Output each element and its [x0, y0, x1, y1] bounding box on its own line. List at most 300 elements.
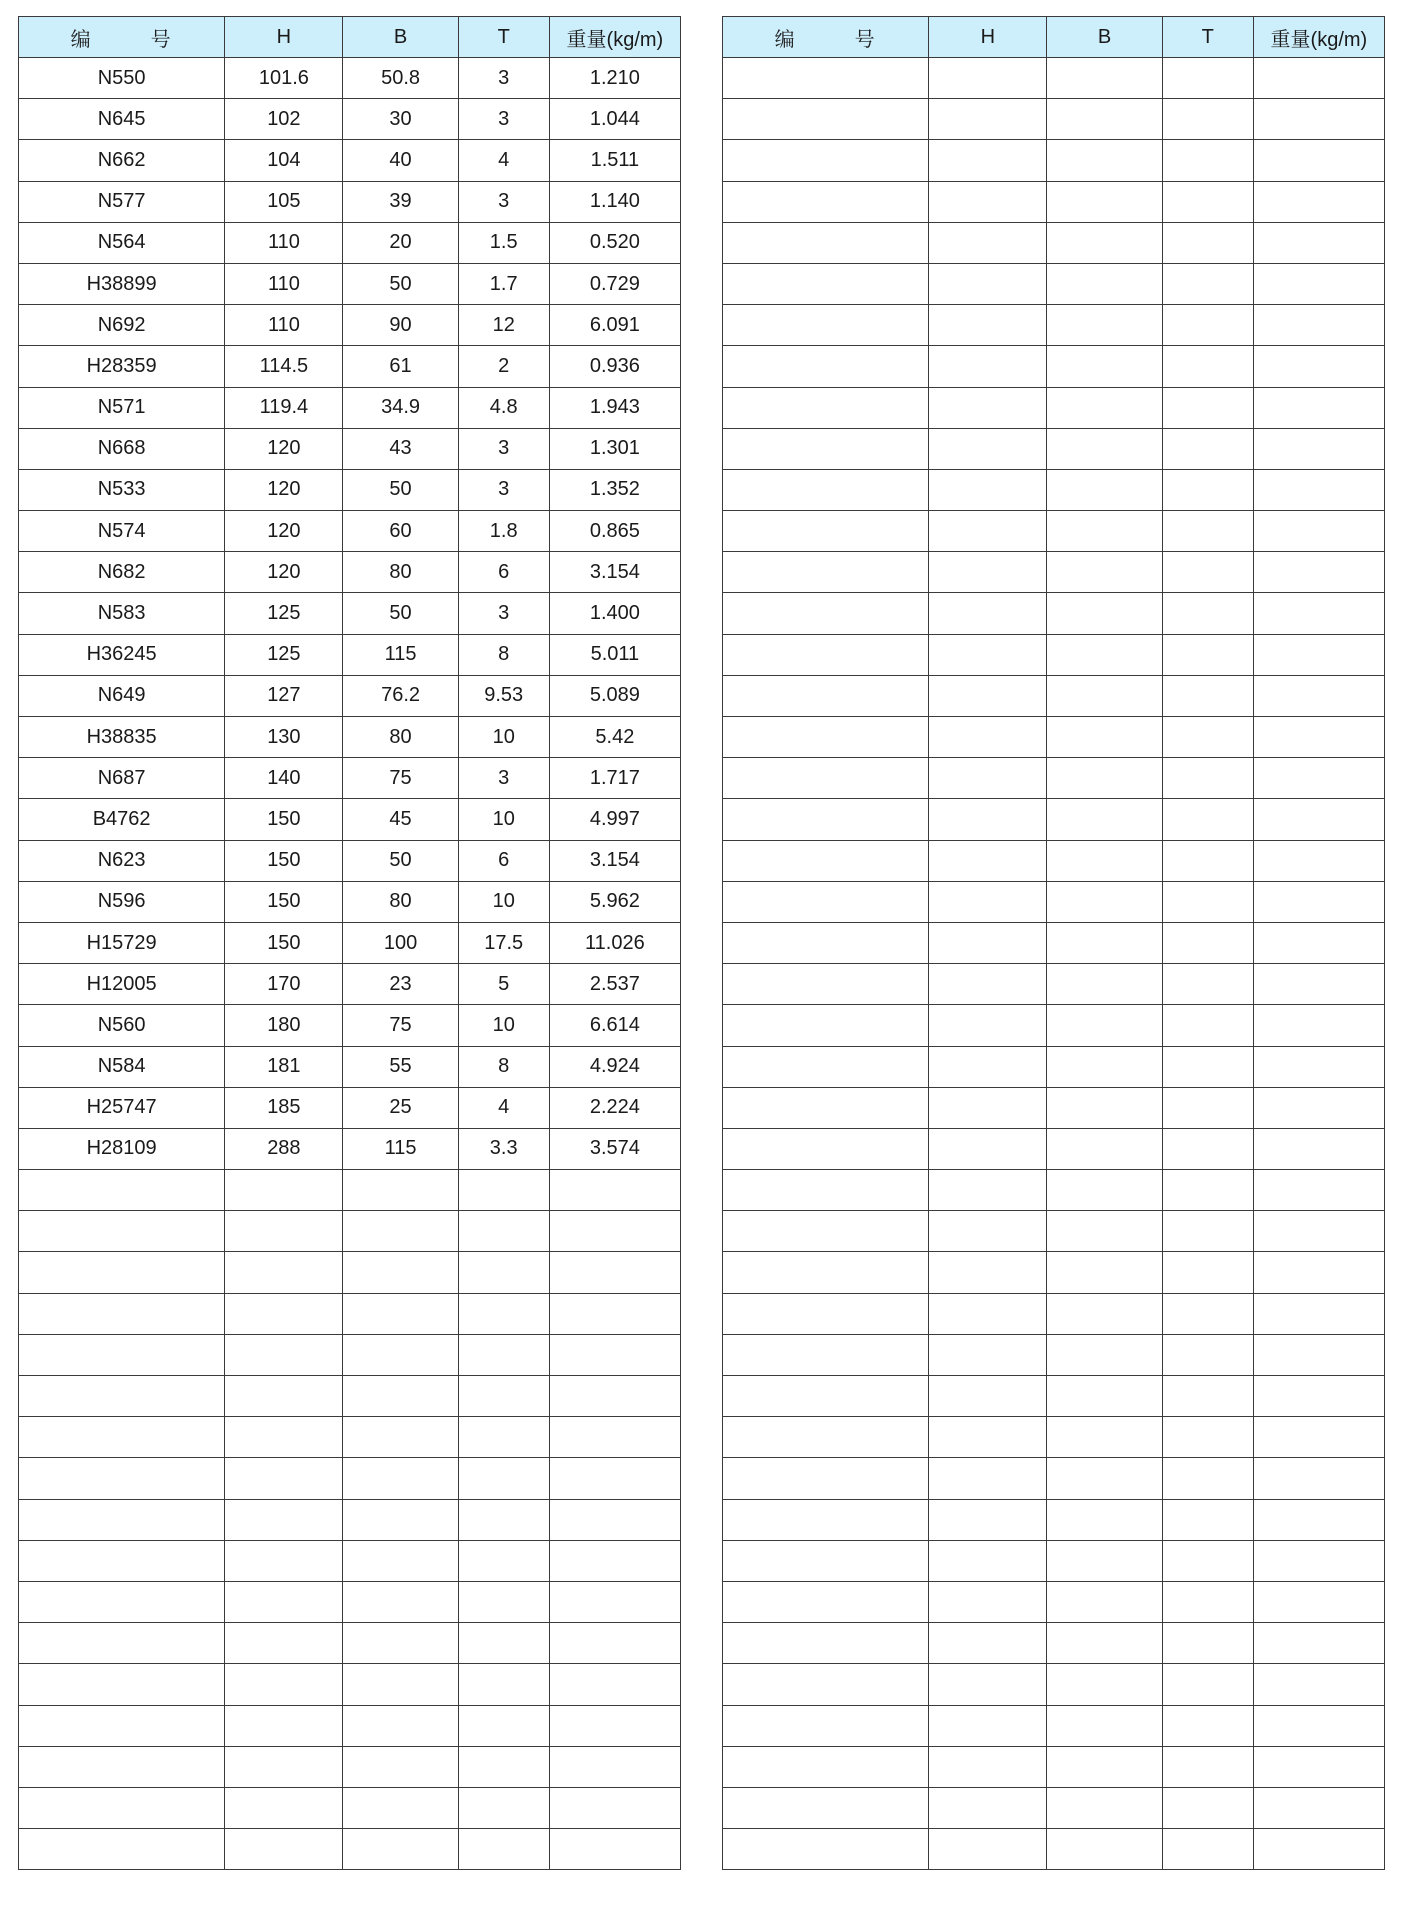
cell-h [929, 881, 1047, 922]
cell-h: 127 [225, 675, 343, 716]
cell-t: 4 [458, 140, 549, 181]
cell-b [1047, 511, 1162, 552]
cell-h [929, 469, 1047, 510]
table-row [723, 181, 1385, 222]
cell-weight [1253, 552, 1384, 593]
cell-weight [549, 1581, 680, 1622]
cell-h [225, 1458, 343, 1499]
cell-t [458, 1581, 549, 1622]
cell-h [929, 840, 1047, 881]
cell-weight: 4.997 [549, 799, 680, 840]
table-row [723, 1211, 1385, 1252]
table-row [723, 511, 1385, 552]
cell-t: 3 [458, 99, 549, 140]
cell-code [723, 346, 929, 387]
cell-code [19, 1664, 225, 1705]
cell-t [1162, 428, 1253, 469]
table-row [723, 1540, 1385, 1581]
cell-t: 4.8 [458, 387, 549, 428]
cell-h: 125 [225, 593, 343, 634]
cell-h [929, 511, 1047, 552]
table-row [723, 634, 1385, 675]
cell-t [1162, 1623, 1253, 1664]
table-row [723, 1252, 1385, 1293]
cell-weight [1253, 1499, 1384, 1540]
cell-code [723, 1540, 929, 1581]
cell-code [723, 222, 929, 263]
cell-weight: 3.154 [549, 840, 680, 881]
column-header-weight: 重量(kg/m) [549, 17, 680, 58]
cell-h [929, 1087, 1047, 1128]
table-row [723, 305, 1385, 346]
cell-weight [1253, 1087, 1384, 1128]
cell-code [723, 181, 929, 222]
cell-code: N583 [19, 593, 225, 634]
cell-weight [1253, 840, 1384, 881]
cell-weight [1253, 799, 1384, 840]
cell-code: N577 [19, 181, 225, 222]
cell-h [225, 1664, 343, 1705]
table-row [723, 922, 1385, 963]
table-row [19, 922, 681, 963]
table-row [19, 1581, 681, 1622]
cell-t: 17.5 [458, 922, 549, 963]
header-row [19, 17, 681, 58]
cell-b [1047, 634, 1162, 675]
cell-h [225, 1376, 343, 1417]
cell-h [929, 1499, 1047, 1540]
cell-weight [1253, 1211, 1384, 1252]
cell-code [19, 1334, 225, 1375]
table-row [19, 1499, 681, 1540]
cell-code [723, 1623, 929, 1664]
cell-code [723, 758, 929, 799]
cell-code: H12005 [19, 964, 225, 1005]
cell-weight: 6.091 [549, 305, 680, 346]
column-header-b: B [1047, 17, 1162, 58]
table-row [723, 1005, 1385, 1046]
cell-weight [1253, 1458, 1384, 1499]
cell-t [1162, 1787, 1253, 1828]
cell-weight: 1.717 [549, 758, 680, 799]
cell-weight [1253, 1623, 1384, 1664]
cell-weight [1253, 1829, 1384, 1870]
cell-h: 120 [225, 428, 343, 469]
cell-t [1162, 387, 1253, 428]
cell-weight [549, 1170, 680, 1211]
cell-code [723, 634, 929, 675]
cell-t: 6 [458, 840, 549, 881]
cell-t: 12 [458, 305, 549, 346]
cell-h: 110 [225, 222, 343, 263]
cell-h [929, 140, 1047, 181]
table-row [723, 1623, 1385, 1664]
cell-weight [1253, 1540, 1384, 1581]
cell-weight [1253, 1417, 1384, 1458]
table-row [723, 675, 1385, 716]
cell-b [1047, 1128, 1162, 1169]
cell-t [1162, 222, 1253, 263]
cell-t: 3 [458, 593, 549, 634]
cell-h [225, 1581, 343, 1622]
cell-h [929, 1005, 1047, 1046]
table-body-left [19, 58, 681, 1870]
column-header-h: H [225, 17, 343, 58]
cell-h: 150 [225, 922, 343, 963]
cell-b [1047, 593, 1162, 634]
cell-weight: 2.537 [549, 964, 680, 1005]
cell-h: 110 [225, 263, 343, 304]
cell-h: 170 [225, 964, 343, 1005]
cell-b [1047, 1664, 1162, 1705]
cell-h [225, 1334, 343, 1375]
cell-h [929, 922, 1047, 963]
cell-b [343, 1581, 458, 1622]
cell-t [1162, 99, 1253, 140]
cell-b [343, 1252, 458, 1293]
cell-code [723, 1705, 929, 1746]
cell-t [1162, 717, 1253, 758]
cell-t [1162, 263, 1253, 304]
table-row [19, 1046, 681, 1087]
table-row [19, 1252, 681, 1293]
table-row [19, 1705, 681, 1746]
cell-t: 4 [458, 1087, 549, 1128]
cell-code [723, 1087, 929, 1128]
cell-h [225, 1211, 343, 1252]
cell-b [1047, 717, 1162, 758]
cell-t: 9.53 [458, 675, 549, 716]
column-header-code [723, 17, 929, 58]
cell-code [723, 1334, 929, 1375]
cell-code [19, 1252, 225, 1293]
cell-h [225, 1623, 343, 1664]
cell-b [1047, 552, 1162, 593]
table-row [19, 469, 681, 510]
cell-code: H36245 [19, 634, 225, 675]
table-row [19, 964, 681, 1005]
cell-weight: 1.400 [549, 593, 680, 634]
cell-b [1047, 305, 1162, 346]
code-header-char-2: 号 [854, 28, 877, 51]
cell-weight: 1.301 [549, 428, 680, 469]
cell-t [1162, 1581, 1253, 1622]
cell-code: H38835 [19, 717, 225, 758]
cell-h [929, 1458, 1047, 1499]
table-row [723, 346, 1385, 387]
cell-h: 101.6 [225, 58, 343, 99]
cell-weight [549, 1664, 680, 1705]
cell-weight [1253, 758, 1384, 799]
column-header-weight: 重量(kg/m) [1253, 17, 1384, 58]
table-row [19, 1334, 681, 1375]
cell-code [723, 881, 929, 922]
cell-code: N662 [19, 140, 225, 181]
table-row [723, 1128, 1385, 1169]
cell-weight: 5.962 [549, 881, 680, 922]
cell-code [723, 511, 929, 552]
cell-code: N550 [19, 58, 225, 99]
cell-t: 10 [458, 881, 549, 922]
cell-code [723, 964, 929, 1005]
cell-h [929, 675, 1047, 716]
cell-code: N692 [19, 305, 225, 346]
cell-code [19, 1540, 225, 1581]
cell-weight [1253, 511, 1384, 552]
cell-weight [1253, 1746, 1384, 1787]
table-row [723, 593, 1385, 634]
cell-h [929, 1376, 1047, 1417]
cell-b: 115 [343, 634, 458, 675]
table-row [19, 1005, 681, 1046]
cell-code: N682 [19, 552, 225, 593]
cell-h [929, 1705, 1047, 1746]
cell-b [1047, 1581, 1162, 1622]
table-row [19, 58, 681, 99]
cell-h [929, 1746, 1047, 1787]
cell-code: N687 [19, 758, 225, 799]
cell-code [19, 1746, 225, 1787]
cell-t: 8 [458, 1046, 549, 1087]
table-row [723, 428, 1385, 469]
cell-t: 10 [458, 799, 549, 840]
cell-t [1162, 469, 1253, 510]
cell-weight [1253, 1046, 1384, 1087]
cell-weight [549, 1376, 680, 1417]
cell-b: 80 [343, 717, 458, 758]
cell-h [225, 1417, 343, 1458]
table-row [19, 428, 681, 469]
cell-t: 3 [458, 428, 549, 469]
cell-b: 39 [343, 181, 458, 222]
cell-h [929, 758, 1047, 799]
cell-t: 1.5 [458, 222, 549, 263]
cell-code [723, 1829, 929, 1870]
cell-h [929, 1334, 1047, 1375]
cell-b: 50 [343, 469, 458, 510]
cell-h [929, 1540, 1047, 1581]
table-row [19, 140, 681, 181]
cell-b: 90 [343, 305, 458, 346]
cell-weight [1253, 675, 1384, 716]
cell-code [19, 1581, 225, 1622]
cell-weight: 5.011 [549, 634, 680, 675]
cell-b: 75 [343, 1005, 458, 1046]
cell-h [929, 1623, 1047, 1664]
cell-weight [1253, 346, 1384, 387]
cell-b [1047, 1623, 1162, 1664]
table-row [723, 1334, 1385, 1375]
cell-code: N564 [19, 222, 225, 263]
table-row [19, 552, 681, 593]
cell-code [19, 1829, 225, 1870]
table-row [19, 1128, 681, 1169]
cell-weight [1253, 922, 1384, 963]
cell-t [458, 1417, 549, 1458]
cell-code: N584 [19, 1046, 225, 1087]
cell-b: 50 [343, 840, 458, 881]
cell-h [929, 799, 1047, 840]
cell-weight [1253, 1334, 1384, 1375]
cell-code: N623 [19, 840, 225, 881]
cell-weight: 1.943 [549, 387, 680, 428]
cell-h [929, 1046, 1047, 1087]
cell-b [1047, 1705, 1162, 1746]
cell-weight [1253, 222, 1384, 263]
cell-b [1047, 1499, 1162, 1540]
table-row [723, 799, 1385, 840]
cell-b: 50 [343, 593, 458, 634]
cell-weight [1253, 428, 1384, 469]
table-row [723, 140, 1385, 181]
cell-h [929, 387, 1047, 428]
header-row [723, 17, 1385, 58]
cell-weight [1253, 634, 1384, 675]
cell-code [19, 1499, 225, 1540]
code-header-char-1: 编 [70, 28, 93, 51]
table-row [19, 1417, 681, 1458]
table-row [723, 1046, 1385, 1087]
table-row [19, 1376, 681, 1417]
cell-h [929, 58, 1047, 99]
cell-code [723, 1170, 929, 1211]
table-row [19, 1623, 681, 1664]
cell-h [929, 1211, 1047, 1252]
cell-b [343, 1664, 458, 1705]
cell-b [343, 1334, 458, 1375]
table-row [19, 717, 681, 758]
cell-t: 3 [458, 758, 549, 799]
cell-b [1047, 1829, 1162, 1870]
cell-code [19, 1787, 225, 1828]
cell-h [929, 717, 1047, 758]
table-row [723, 964, 1385, 1005]
cell-b [1047, 922, 1162, 963]
cell-code [723, 1252, 929, 1293]
cell-b [343, 1376, 458, 1417]
table-row [19, 263, 681, 304]
cell-b: 43 [343, 428, 458, 469]
cell-weight [549, 1540, 680, 1581]
cell-h: 102 [225, 99, 343, 140]
cell-b: 55 [343, 1046, 458, 1087]
table-row [723, 263, 1385, 304]
cell-weight [1253, 1170, 1384, 1211]
cell-weight [549, 1705, 680, 1746]
cell-t: 1.8 [458, 511, 549, 552]
cell-code [723, 717, 929, 758]
cell-weight [549, 1499, 680, 1540]
cell-b [1047, 1005, 1162, 1046]
cell-weight [1253, 1128, 1384, 1169]
cell-code: H25747 [19, 1087, 225, 1128]
cell-h: 150 [225, 881, 343, 922]
cell-weight: 6.614 [549, 1005, 680, 1046]
cell-t [458, 1458, 549, 1499]
cell-h: 105 [225, 181, 343, 222]
cell-weight: 0.936 [549, 346, 680, 387]
cell-t [458, 1376, 549, 1417]
spec-table-left [18, 16, 681, 1870]
cell-weight: 1.511 [549, 140, 680, 181]
cell-b [1047, 758, 1162, 799]
cell-t [1162, 675, 1253, 716]
cell-t [1162, 58, 1253, 99]
cell-weight [1253, 881, 1384, 922]
column-header-code [19, 17, 225, 58]
cell-t: 3 [458, 58, 549, 99]
cell-code: N533 [19, 469, 225, 510]
cell-b [343, 1787, 458, 1828]
cell-code [19, 1211, 225, 1252]
table-row [19, 840, 681, 881]
cell-b: 40 [343, 140, 458, 181]
cell-h [929, 1417, 1047, 1458]
cell-t [1162, 964, 1253, 1005]
cell-weight [549, 1829, 680, 1870]
cell-t [1162, 922, 1253, 963]
cell-code [723, 840, 929, 881]
cell-code [723, 799, 929, 840]
cell-code [723, 1128, 929, 1169]
cell-b [1047, 1087, 1162, 1128]
cell-weight [1253, 1293, 1384, 1334]
cell-b [343, 1623, 458, 1664]
cell-t [458, 1540, 549, 1581]
cell-t [458, 1664, 549, 1705]
table-body-right [723, 58, 1385, 1870]
cell-t [1162, 840, 1253, 881]
cell-t [458, 1211, 549, 1252]
table-row [19, 1829, 681, 1870]
cell-b: 45 [343, 799, 458, 840]
cell-b: 20 [343, 222, 458, 263]
cell-b [1047, 799, 1162, 840]
table-row [723, 58, 1385, 99]
cell-t [1162, 1746, 1253, 1787]
cell-h [929, 634, 1047, 675]
cell-t [1162, 1128, 1253, 1169]
cell-weight: 1.352 [549, 469, 680, 510]
cell-b [1047, 840, 1162, 881]
cell-code: N560 [19, 1005, 225, 1046]
table-row [19, 881, 681, 922]
cell-weight: 1.140 [549, 181, 680, 222]
cell-t: 3.3 [458, 1128, 549, 1169]
cell-weight [1253, 1252, 1384, 1293]
cell-t [1162, 1376, 1253, 1417]
cell-h [929, 1293, 1047, 1334]
cell-t [1162, 1170, 1253, 1211]
table-row [723, 717, 1385, 758]
table-row [19, 99, 681, 140]
cell-code [723, 1581, 929, 1622]
cell-t [1162, 1005, 1253, 1046]
cell-code [723, 1211, 929, 1252]
cell-code [723, 1417, 929, 1458]
cell-b [1047, 1046, 1162, 1087]
cell-b [343, 1705, 458, 1746]
cell-b [1047, 99, 1162, 140]
cell-code: H28109 [19, 1128, 225, 1169]
cell-h [929, 346, 1047, 387]
cell-code [19, 1293, 225, 1334]
cell-t [1162, 1829, 1253, 1870]
cell-weight [1253, 1664, 1384, 1705]
cell-weight: 1.210 [549, 58, 680, 99]
cell-h [225, 1746, 343, 1787]
cell-h: 130 [225, 717, 343, 758]
